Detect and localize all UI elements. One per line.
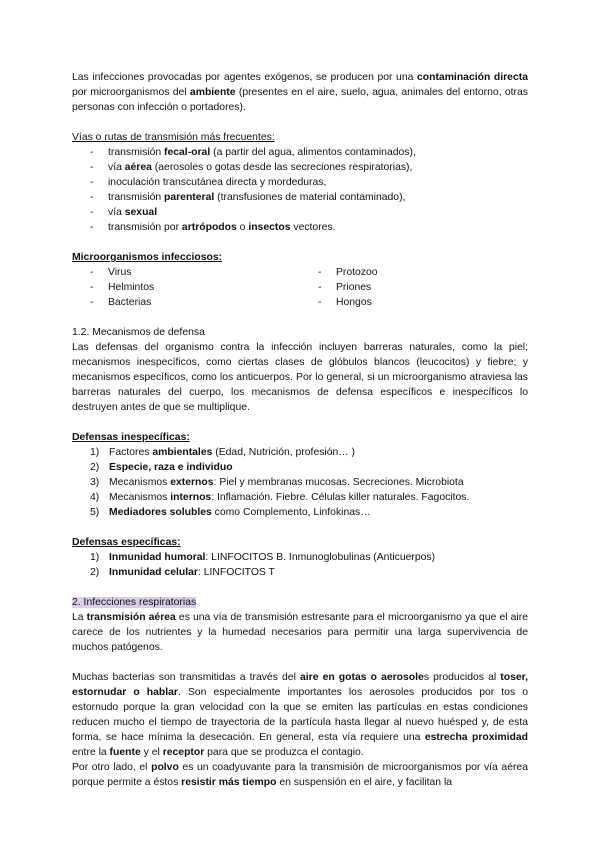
list-item: 1) Inmunidad humoral: LINFOCITOS B. Inmunoglobulinas (Anticuerpos) [90,552,436,563]
inesp-list [72,445,528,520]
section-title-resp: 2. Infecciones respiratorias [72,597,197,608]
list-item: - Priones [318,280,528,295]
intro-paragraph: Las infecciones provocadas por agentes exógenos, se producen por una contaminación directa por microorganismos del ambiente (presentes en el aire, suelo, agua, animales del entorno, otras personas con infección o portadores). [72,72,528,113]
resp-paragraph-1: La transmisión aérea es una vía de transmisión estresante para el microorganismo ya que el aire carece de los nutrientes y la humedad necesarios para permitir una larga supervivencia de muchos patógenos. [72,612,528,653]
section-title-defensa: 1.2. Mecanismos de defensa [72,327,205,338]
document-page [72,70,528,790]
esp-heading: Defensas específicas: [72,537,181,548]
micro-right-list [300,265,528,310]
list-item: 3) Mecanismos externos: Piel y membranas mucosas. Secreciones. Microbiota [90,477,464,488]
list-item: - Helmintos [90,280,300,295]
list-item: - vía aérea (aerosoles o gotas desde las secreciones respiratorias), [90,160,528,175]
list-item: - Bacterias [90,295,300,310]
list-item: 5) Mediadores solubles como Complemento, Linfokinas… [90,507,371,518]
list-item: - transmisión fecal-oral (a partir del agua, alimentos contaminados), [90,145,528,160]
defensa-paragraph: Las defensas del organismo contra la infección incluyen barreras naturales, como la piel; mecanismos inespecíficos, como ciertas clases de glóbulos blancos (leucocitos) y fiebre; y mecanismos específicos, como los anticuerpos. Por lo general, si un microorganismo atraviesa las barreras naturales del cuerpo, los mecanismos de defensa específicos e inespecíficos lo destruyen antes de que se multiplique. [72,342,528,413]
list-item: - Protozoo [318,265,528,280]
list-item: - Virus [90,265,300,280]
resp-paragraph-3: Por otro lado, el polvo es un coadyuvante para la transmisión de microorganismos por vía aérea porque permite a éstos resistir más tiempo en suspensión en el aire, y facilitan la [72,762,528,788]
vias-heading: Vías o rutas de transmisión más frecuentes: [72,132,275,143]
list-item: - transmisión por artrópodos o insectos vectores. [90,220,528,235]
list-item: - Hongos [318,295,528,310]
esp-list [72,550,528,580]
micro-heading: Microorganismos infecciosos: [72,252,223,263]
micro-columns [72,265,528,310]
inesp-heading: Defensas inespecíficas: [72,432,190,443]
list-item: - inoculación transcutánea directa y mordeduras, [90,175,528,190]
list-item: 4) Mecanismos internos: Inflamación. Fiebre. Células killer naturales. Fagocitos. [90,492,470,503]
list-item: - vía sexual [90,205,528,220]
list-item: - transmisión parenteral (transfusiones de material contaminado), [90,190,528,205]
vias-list [72,145,528,235]
resp-paragraph-2: Muchas bacterias son transmitidas a través del aire en gotas o aerosoles producidos al toser, estornudar o hablar. Son especialmente importantes los aerosoles producidos por tos o estornudo porque la gran velocidad con la que se emiten las partículas en estas condiciones reducen mucho el tiempo de trayectoria de la partícula hasta llegar al nuevo huésped y, de esta forma, se hace mínima la desecación. En general, esta vía requiere una estrecha proximidad entre la fuente y el receptor para que se produzca el contagio. [72,672,528,758]
micro-left-list [72,265,300,310]
list-item: 1) Factores ambientales (Edad, Nutrición, profesión… ) [90,447,356,458]
list-item: 2) Especie, raza e individuo [90,462,233,473]
list-item: 2) Inmunidad celular: LINFOCITOS T [90,567,275,578]
